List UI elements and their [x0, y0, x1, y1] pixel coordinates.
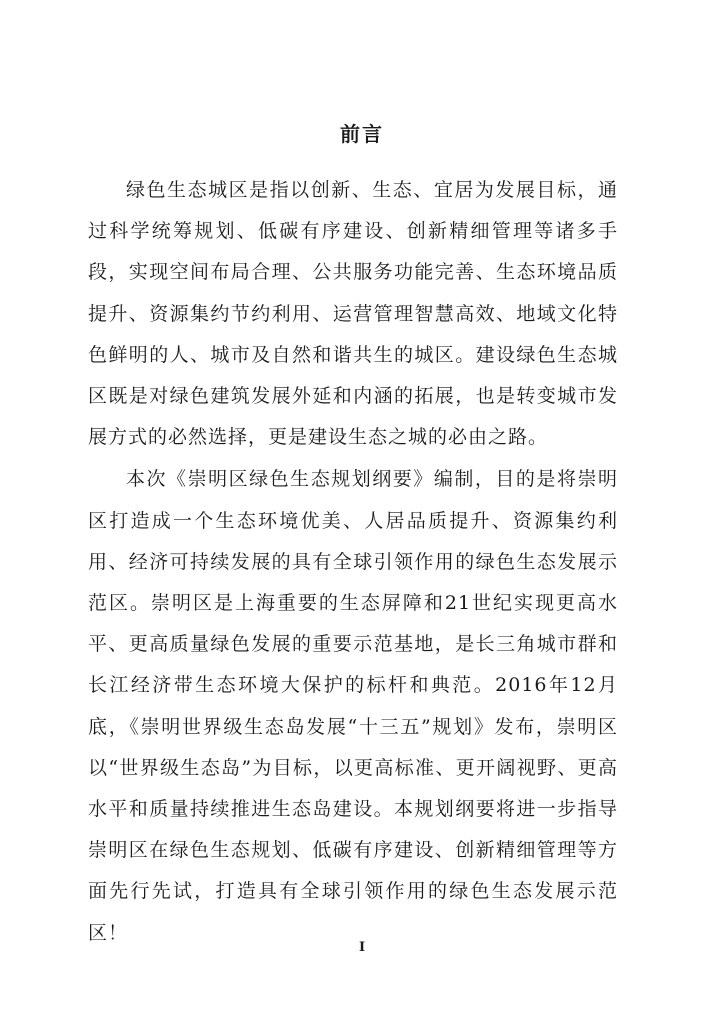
body-text [88, 170, 618, 954]
page-number: I [358, 940, 366, 955]
page-title: 前言 [340, 122, 384, 146]
paragraph-1: 绿色生态城区是指以创新、生态、宜居为发展目标，通过科学统筹规划、低碳有序建设、创新精细管理等诸多手段，实现空间布局合理、公共服务功能完善、生态环境品质提升、资源集约节约利用、运营管理智慧高效、地域文化特色鲜明的人、城市及自然和谐共生的城区。建设绿色生态城区既是对绿色建筑发展外延和内涵的拓展，也是转变城市发展方式的必然选择，更是建设生态之城的必由之路。 [88, 179, 618, 449]
paragraph-2: 本次《崇明区绿色生态规划纲要》编制，目的是将崇明区打造成一个生态环境优美、人居品质提升、资源集约利用、经济可持续发展的具有全球引领作用的绿色生态发展示范区。崇明区是上海重要的生态屏障和21世纪实现更高水平、更高质量绿色发展的重要示范基地，是长三角城市群和长江经济带生态环境大保护的标杆和典范。2016年12月底，《崇明世界级生态岛发展“十三五”规划》发布，崇明区以“世界级生态岛”为目标，以更高标准、更开阔视野、更高水平和质量持续推进生态岛建设。本规划纲要将进一步指导崇明区在绿色生态规划、低碳有序建设、创新精细管理等方面先行先试，打造具有全球引领作用的绿色生态发展示范区！ [88, 468, 618, 944]
